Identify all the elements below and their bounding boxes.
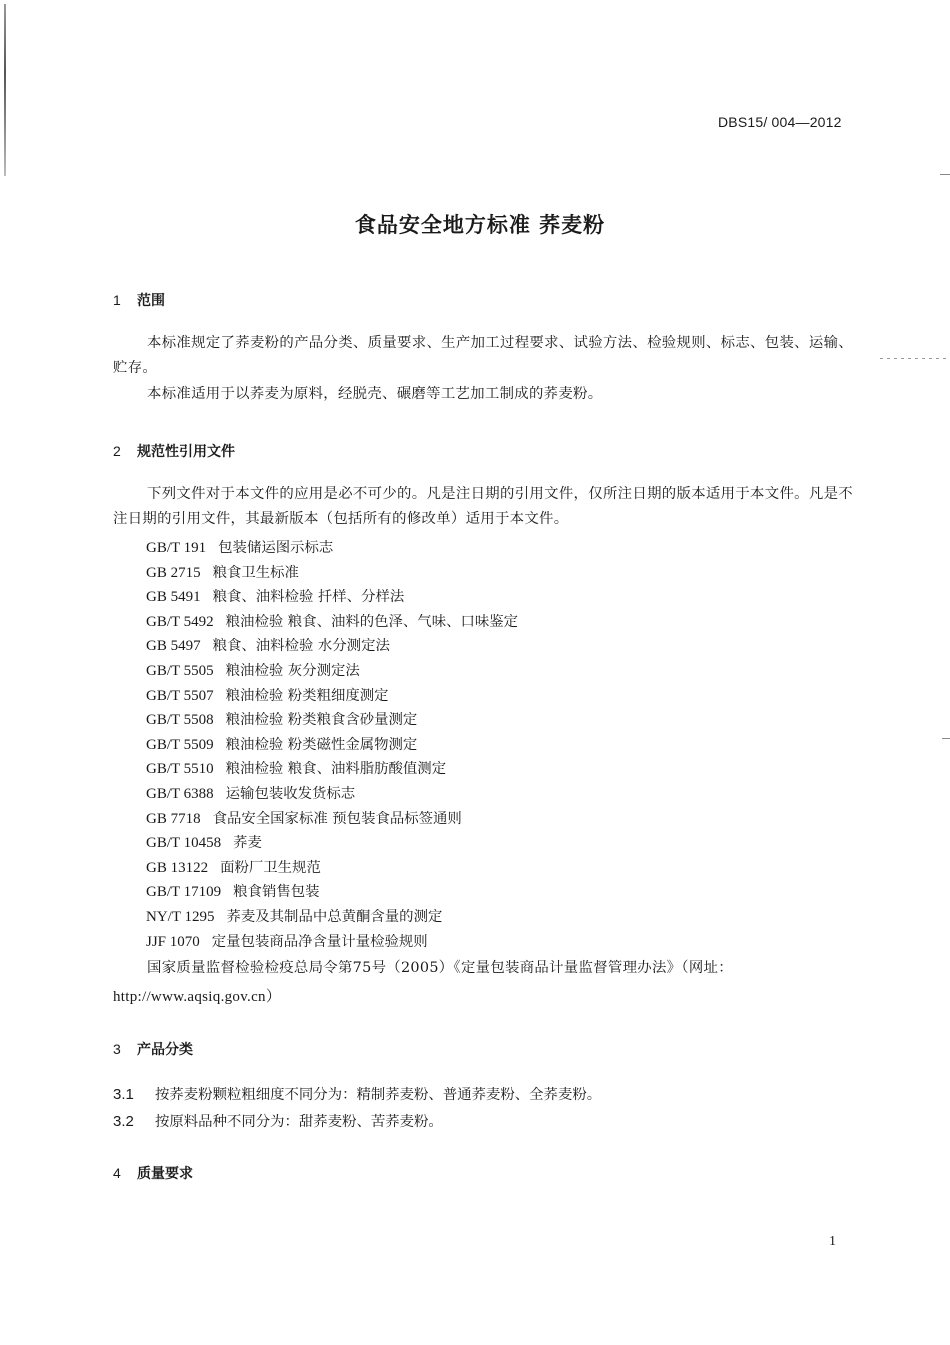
reference-item (146, 930, 518, 955)
reference-item (146, 659, 518, 684)
reference-code: GB 5491 (146, 589, 201, 606)
section-heading-product-classification (113, 1039, 193, 1059)
reference-code: GB 13122 (146, 859, 209, 876)
reference-item (146, 757, 518, 782)
decree-url: http://www.aqsiq.gov.cn） (113, 989, 282, 1005)
document-title: 食品安全地方标准 荞麦粉 (354, 213, 606, 237)
references-intro: 下列文件对于本文件的应用是必不可少的。凡是注日期的引用文件，仅所注日期的版本适用于本文件。凡是不注日期的引用文件，其最新版本（包括所有的修改单）适用于本文件。 (113, 486, 853, 527)
reference-code: GB/T 17109 (146, 884, 222, 901)
reference-code: GB/T 5508 (146, 712, 214, 729)
reference-item (146, 733, 518, 758)
reference-item (146, 536, 518, 561)
reference-title: 粮食、油料检验 扦样、分样法 (212, 589, 405, 606)
reference-title: 荞麦 (233, 835, 262, 852)
reference-title: 粮油检验 粮食、油料脂肪酸值测定 (225, 761, 447, 778)
reference-title: 粮油检验 粉类粗细度测定 (225, 687, 389, 704)
reference-code: GB 7718 (146, 810, 201, 827)
reference-title: 荞麦及其制品中总黄酮含量的测定 (226, 908, 443, 925)
document-code: DBS15/ 004—2012 (718, 114, 842, 130)
section-heading-normative-references (113, 441, 235, 461)
section-title: 产品分类 (137, 1042, 193, 1058)
section-title: 范围 (137, 293, 165, 309)
reference-code: GB 5497 (146, 638, 201, 655)
section-number: 2 (113, 443, 121, 459)
section-heading-scope (113, 290, 165, 310)
reference-title: 粮食卫生标准 (212, 564, 299, 581)
aqsiq-decree-reference (113, 956, 853, 981)
reference-title: 运输包装收发货标志 (225, 785, 356, 802)
section-number: 3 (113, 1041, 121, 1057)
reference-code: NY/T 1295 (146, 908, 215, 925)
reference-item (146, 831, 518, 856)
reference-code: JJF 1070 (146, 933, 200, 950)
item-text: 按荞麦粉颗粒粗细度不同分为：精制荞麦粉、普通荞麦粉、全荞麦粉。 (155, 1087, 602, 1103)
section-title: 质量要求 (137, 1166, 193, 1182)
reference-item (146, 807, 518, 832)
reference-code: GB/T 5505 (146, 662, 214, 679)
reference-item (146, 905, 518, 930)
section-number: 4 (113, 1165, 121, 1181)
scope-paragraph-1: 本标准规定了荞麦粉的产品分类、质量要求、生产加工过程要求、试验方法、检验规则、标志、包装、运输、贮存。 (113, 335, 853, 376)
item-number: 3.1 (113, 1086, 134, 1103)
reference-item (146, 684, 518, 709)
reference-title: 包装储运图示标志 (218, 540, 334, 556)
reference-item (146, 561, 518, 586)
scan-mark (942, 738, 950, 739)
scan-edge-artifact (4, 4, 6, 176)
reference-item (146, 880, 518, 905)
decree-text: 国家质量监督检验检疫总局令第75号（2005）《定量包装商品计量监督管理办法》（网址： (147, 960, 733, 976)
reference-item (146, 610, 518, 635)
classification-item (113, 1110, 443, 1131)
item-number: 3.2 (113, 1113, 134, 1130)
reference-list (146, 536, 518, 954)
reference-title: 粮油检验 粉类磁性金属物测定 (225, 736, 418, 753)
scan-mark (940, 174, 950, 175)
reference-title: 食品安全国家标准 预包装食品标签通则 (212, 810, 462, 827)
reference-title: 粮食、油料检验 水分测定法 (212, 638, 390, 655)
reference-code: GB/T 5510 (146, 761, 214, 778)
reference-item (146, 585, 518, 610)
section-heading-quality-requirements (113, 1163, 193, 1183)
reference-code: GB/T 10458 (146, 835, 222, 852)
page-number: 1 (829, 1234, 836, 1249)
reference-code: GB/T 5509 (146, 736, 214, 753)
scan-mark (880, 358, 950, 359)
reference-code: GB/T 191 (146, 540, 207, 556)
item-text: 按原料品种不同分为：甜荞麦粉、苦荞麦粉。 (155, 1114, 443, 1130)
reference-title: 面粉厂卫生规范 (220, 859, 321, 876)
section-number: 1 (113, 292, 121, 308)
reference-title: 粮油检验 粉类粮食含砂量测定 (225, 712, 418, 729)
reference-code: GB/T 5507 (146, 687, 214, 704)
reference-title: 粮食销售包装 (233, 884, 320, 901)
reference-item (146, 708, 518, 733)
reference-code: GB/T 6388 (146, 785, 214, 802)
section-title: 规范性引用文件 (137, 444, 235, 460)
reference-code: GB/T 5492 (146, 613, 214, 630)
reference-item (146, 856, 518, 881)
reference-item (146, 782, 518, 807)
reference-title: 定量包装商品净含量计量检验规则 (211, 933, 428, 950)
reference-title: 粮油检验 粮食、油料的色泽、气味、口味鉴定 (225, 613, 519, 630)
reference-code: GB 2715 (146, 564, 201, 581)
reference-item (146, 634, 518, 659)
classification-item (113, 1083, 601, 1104)
scope-paragraph-2: 本标准适用于以荞麦为原料，经脱壳、碾磨等工艺加工制成的荞麦粉。 (147, 386, 603, 402)
reference-title: 粮油检验 灰分测定法 (225, 662, 360, 679)
